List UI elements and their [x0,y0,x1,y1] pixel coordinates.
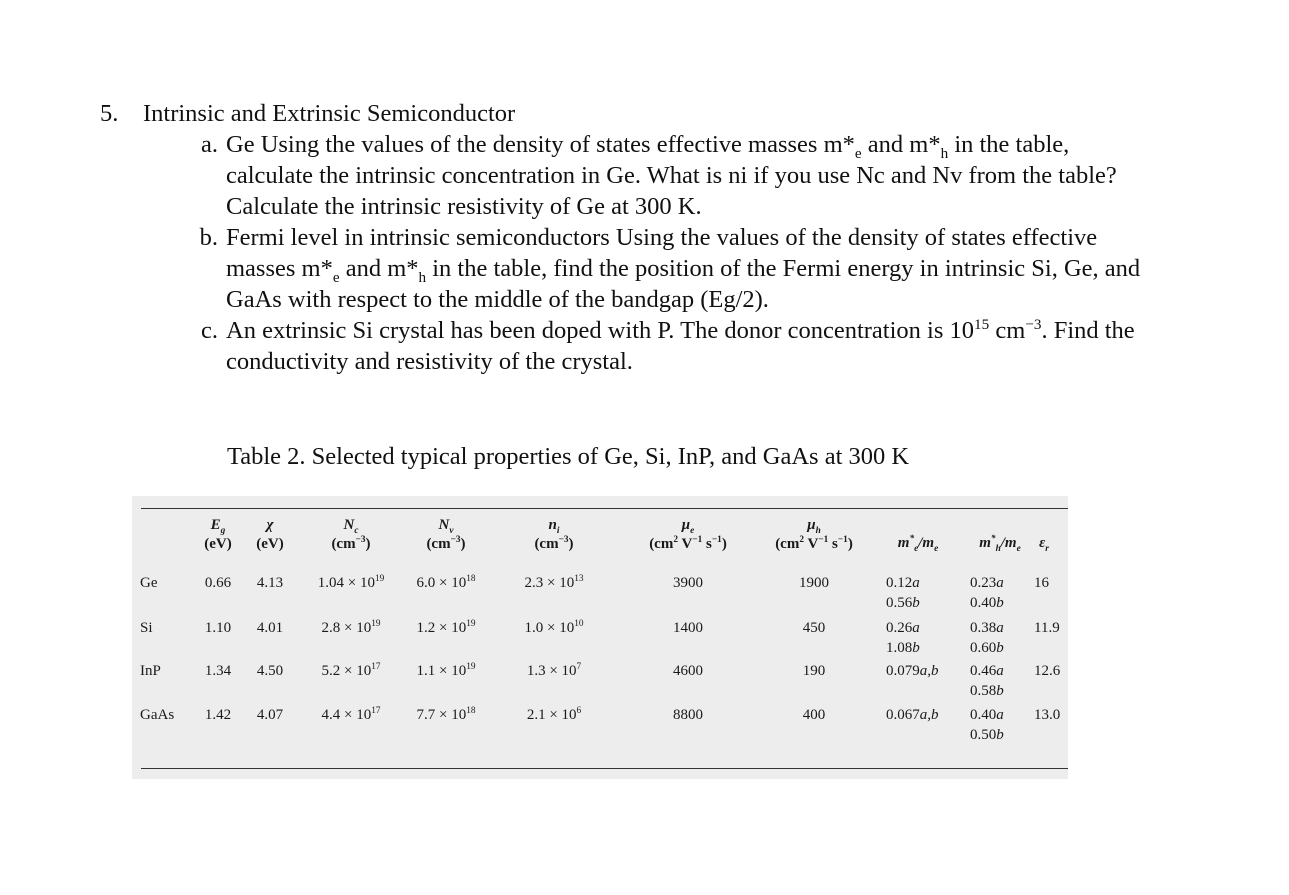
sub-letter: b. [199,224,218,251]
header-mue-unit: ($cm^2$ $V^{-1}$ $s^{-1}$) [649,535,727,552]
header-mue-symbol: $\mu_e$ [681,517,695,536]
row-ge-me-0: 0.12a [886,575,920,591]
row-ge-nv: $6.0 \times 10^{18}$ [416,574,476,591]
header-muh-symbol: $\mu_h$ [807,517,821,536]
header-nv-symbol: $N_v$ [438,517,454,536]
row-ge-mh-0: 0.23a [970,575,1004,591]
header-ni-unit: $(cm^{-3})$ [534,535,574,552]
header-muh-unit: ($cm^2$ $V^{-1}$ $s^{-1}$) [775,535,853,552]
row-gaas-name: GaAs [140,707,175,723]
header-eg-symbol: $E_g$ [210,517,226,536]
row-inp-chi: 4.50 [256,663,284,679]
row-ge-mue: 3900 [673,575,703,591]
sub-text: An extrinsic Si crystal has been doped with P. The donor concentration is $10^{15}$ $cm^{-3}$. Find the conductivity and resistivity of the crystal. [226,315,1135,375]
row-gaas-me-0: 0.067a,b [886,707,939,723]
row-si-nc: $2.8 \times 10^{19}$ [321,619,381,636]
sub-text: Fermi level in intrinsic semiconductors Using the values of the density of states effective masses $m*_e$ and $m*_h$ in the table, find the position of the Fermi energy in intrinsic Si, Ge, and GaAs with respect to the middle of the bandgap (Eg/2). [226,224,1141,313]
row-ge-ni: $2.3 \times 10^{13}$ [524,574,584,591]
table-bottom-rule [141,768,1068,769]
row-si-nv: $1.2 \times 10^{19}$ [416,619,476,636]
row-ge-er: 16 [1034,575,1049,591]
row-si-muh: 450 [802,620,826,636]
problem-title: Intrinsic and Extrinsic Semiconductor [143,100,516,127]
sub-letter: c. [201,317,218,344]
row-ge-muh: 1900 [799,575,829,591]
row-si-me-1: 1.08b [886,640,920,656]
row-inp-mue: 4600 [673,663,703,679]
row-si-me-0: 0.26a [886,620,920,636]
row-ge-eg: 0.66 [204,575,232,591]
header-nc-unit: $(cm^{-3})$ [331,535,371,552]
row-ge-nc: $1.04 \times 10^{19}$ [317,574,385,591]
header-nc-symbol: $N_c$ [343,517,359,536]
row-si-eg: 1.10 [204,620,232,636]
row-inp-nc: $5.2 \times 10^{17}$ [321,662,381,679]
table-top-rule [141,508,1068,509]
table-caption: Table 2. Selected typical properties of Ge, Si, InP, and GaAs at 300 K [227,443,910,470]
row-si-er: 11.9 [1034,620,1060,636]
row-gaas-mh-1: 0.50b [970,727,1004,743]
row-ge-me-1: 0.56b [886,595,920,611]
row-gaas-mh-0: 0.40a [970,707,1004,723]
row-gaas-nc: $4.4 \times 10^{17}$ [321,706,381,723]
properties-table [132,496,1068,779]
row-si-chi: 4.01 [256,620,284,636]
header-er-symbol: $\varepsilon_r$ [1039,535,1049,554]
row-si-name: Si [140,620,153,636]
row-gaas-er: 13.0 [1034,707,1061,723]
row-si-mue: 1400 [673,620,703,636]
row-gaas-ni: $2.1 \times 10^6$ [526,706,582,723]
row-gaas-mue: 8800 [673,707,703,723]
row-inp-mh-0: 0.46a [970,663,1004,679]
row-inp-me-0: 0.079a,b [886,663,939,679]
row-inp-eg: 1.34 [204,663,232,679]
row-ge-chi: 4.13 [256,575,284,591]
sub-question-b [184,222,1144,315]
row-gaas-chi: 4.07 [256,707,284,723]
row-inp-er: 12.6 [1034,663,1061,679]
row-gaas-nv: $7.7 \times 10^{18}$ [416,706,476,723]
row-si-mh-1: 0.60b [970,640,1004,656]
header-nv-unit: $(cm^{-3})$ [426,535,466,552]
row-si-mh-0: 0.38a [970,620,1004,636]
header-eg-unit: (eV) [204,536,232,552]
row-inp-muh: 190 [802,663,826,679]
sub-text: Ge Using the values of the density of states effective masses $m*_e$ and $m*_h$ in the table, calculate the intrinsic concentration in Ge. What is ni if you use Nc and Nv from the table? Calculate the intrinsic resistivity of Ge at 300 K. [226,131,1117,220]
header-me-ratio-symbol: $m^*_e/m_e$ [897,534,939,554]
header-chi-unit: (eV) [256,536,284,552]
row-inp-nv: $1.1 \times 10^{19}$ [416,662,476,679]
row-ge-mh-1: 0.40b [970,595,1004,611]
header-ni-symbol: $n_i$ [548,517,560,536]
sub-questions [184,129,1144,377]
sub-question-c [184,315,1144,377]
row-inp-ni: $1.3 \times 10^7$ [526,662,582,679]
sub-question-a [184,129,1144,222]
sub-letter: a. [201,131,218,158]
row-inp-mh-1: 0.58b [970,683,1004,699]
row-gaas-eg: 1.42 [204,707,232,723]
header-mh-ratio-symbol: $m^*_h/m_e$ [979,534,1021,554]
header-chi-symbol: χ [266,517,274,533]
problem-number: 5. [100,100,119,127]
row-inp-name: InP [140,663,161,679]
row-si-ni: $1.0 \times 10^{10}$ [524,619,584,636]
row-gaas-muh: 400 [802,707,826,723]
row-ge-name: Ge [140,575,158,591]
